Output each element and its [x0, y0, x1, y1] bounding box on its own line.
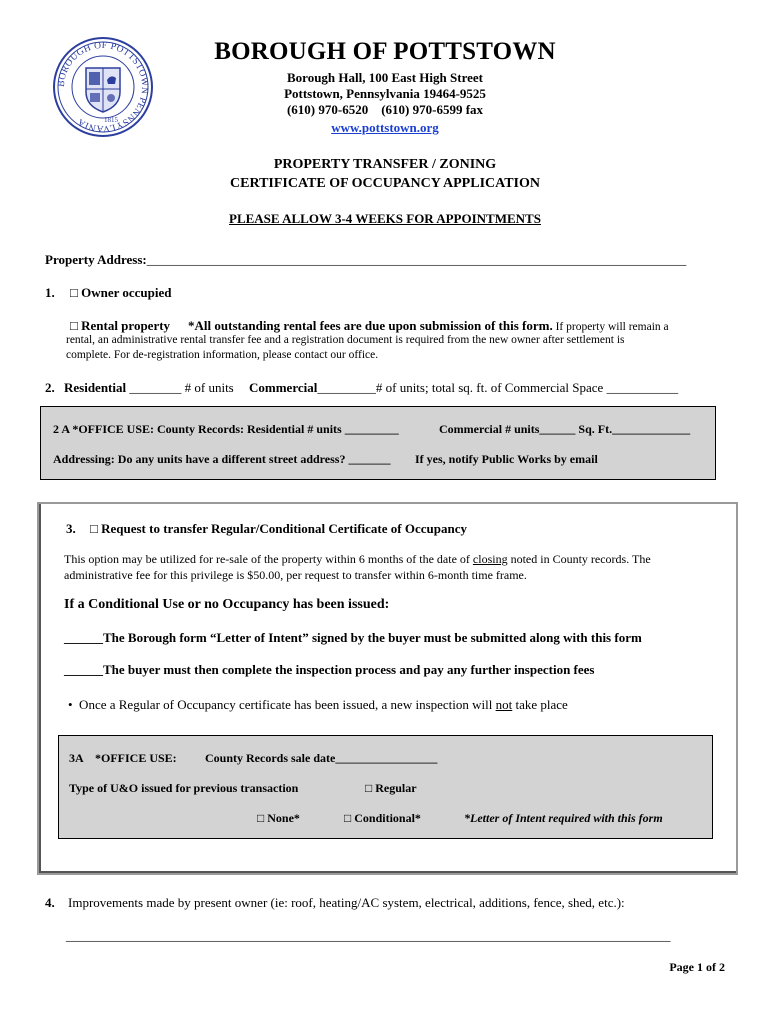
conditional-heading: If a Conditional Use or no Occupancy has been issued: [64, 597, 390, 612]
section-3-number: 3. [66, 521, 76, 536]
para-text-a: This option may be utilized for re-sale of the property within 6 months of the date of [64, 552, 473, 566]
office-2a-line1-right: Commercial # units______ Sq. Ft._____________ [439, 422, 691, 436]
bullet-not-word: not [495, 697, 513, 712]
para-text-c: noted in County records. The [507, 552, 651, 566]
form-title-line-1: PROPERTY TRANSFER / ZONING [273, 157, 497, 172]
letter-of-intent-item[interactable]: ______The Borough form “Letter of Intent” signed by the buyer must be submitted along with this form [64, 630, 642, 645]
inspection-process-item[interactable]: ______The buyer must then complete the inspection process and pay any further inspection fees [64, 662, 595, 677]
rental-text-b: rental, an administrative rental transfer fee and a registration document is required from the new owner after settlement is [66, 334, 625, 346]
office-use-3a-box [58, 735, 713, 839]
section-1-number: 1. [45, 285, 55, 300]
conditional-checkbox[interactable]: □ Conditional* [344, 811, 421, 825]
improvements-label: Improvements made by present owner (ie: roof, heating/AC system, electrical, additions, fence, shed, etc.): [68, 895, 625, 910]
none-checkbox[interactable]: □ None* [257, 811, 300, 825]
website-link[interactable]: www.pottstown.org [331, 120, 439, 135]
svg-text:BOROUGH OF POTTSTOWN PENNSYLVA: BOROUGH OF POTTSTOWN PENNSYLVANIA [56, 40, 150, 134]
rental-text-c: complete. For de-registration information, please contact our office. [66, 349, 379, 361]
office-2a-line1-left: 2 A *OFFICE USE: County Records: Residential # units _________ [53, 422, 399, 436]
bullet-text-a: • Once a Regular of Occupancy certificate has been issued, a new inspection will [68, 697, 496, 712]
loi-required-note: *Letter of Intent required with this form [464, 811, 663, 825]
section-2-number: 2. [45, 380, 55, 395]
property-address-label: Property Address: [45, 252, 147, 267]
commercial-units-field[interactable]: _________# of units; total sq. ft. of Commercial Space ___________ [317, 380, 679, 395]
residential-units-field[interactable]: ________ # of units [126, 380, 234, 395]
section-2-row [45, 380, 678, 396]
address-line-1: Borough Hall, 100 East High Street [287, 70, 483, 85]
sale-date-field[interactable]: County Records sale date_________________ [205, 751, 438, 765]
property-address-row [45, 252, 686, 268]
appointment-notice: PLEASE ALLOW 3-4 WEEKS FOR APPOINTMENTS [229, 211, 541, 226]
office-3a-label: 3A *OFFICE USE: [69, 751, 177, 765]
section-3-para-line2: administrative fee for this privilege is $50.00, per request to transfer within 6-month time frame. [64, 568, 527, 582]
inspection-bullet [68, 697, 568, 713]
commercial-label: Commercial [249, 380, 318, 395]
svg-text:1815: 1815 [104, 116, 118, 124]
improvements-field[interactable]: _____________________________________________________________________________________________ [66, 928, 671, 943]
bullet-text-c: take place [512, 697, 568, 712]
rental-property-row [70, 317, 669, 335]
page-number: Page 1 of 2 [669, 960, 725, 974]
section-3-para-line1 [64, 552, 651, 567]
property-address-field[interactable]: ___________________________________________________________________________________ [146, 252, 687, 267]
office-2a-line2-right: If yes, notify Public Works by email [415, 452, 598, 466]
borough-seal-logo [52, 36, 154, 138]
transfer-co-checkbox[interactable]: □ Request to transfer Regular/Conditional Certificate of Occupancy [90, 521, 467, 536]
residential-label: Residential [64, 380, 127, 395]
owner-occupied-checkbox[interactable]: □ Owner occupied [70, 285, 172, 300]
para-closing-word: closing [472, 552, 508, 566]
office-2a-line2-left: Addressing: Do any units have a different street address? _______ [53, 452, 391, 466]
form-title-line-2: CERTIFICATE OF OCCUPANCY APPLICATION [230, 176, 540, 191]
office-use-2a-box [40, 406, 716, 480]
rental-text-a: If property will remain a [552, 321, 669, 333]
section-4-number: 4. [45, 895, 55, 910]
rental-property-checkbox[interactable]: □ Rental property [70, 318, 171, 333]
regular-checkbox[interactable]: □ Regular [365, 781, 417, 795]
address-line-2: Pottstown, Pennsylvania 19464-9525 [284, 86, 486, 101]
phone-fax-line: (610) 970-6520 (610) 970-6599 fax [286, 102, 484, 117]
rental-fee-note: *All outstanding rental fees are due upon submission of this form. [188, 318, 553, 333]
borough-title: BOROUGH OF POTTSTOWN [214, 38, 556, 65]
uo-type-label: Type of U&O issued for previous transaction [69, 781, 299, 795]
